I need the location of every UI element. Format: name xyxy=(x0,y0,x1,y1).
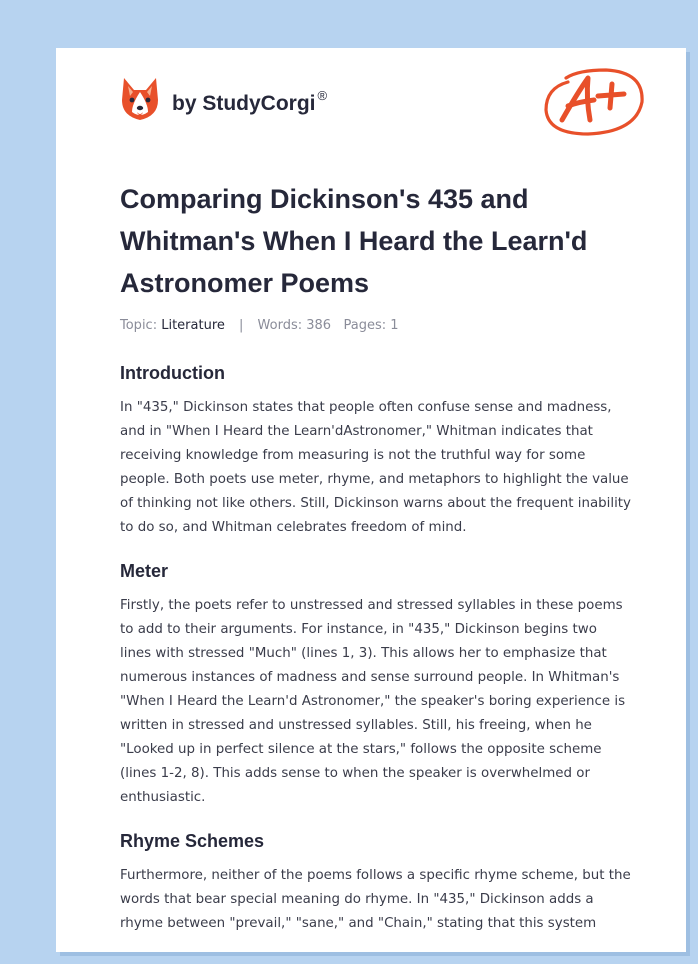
meta-separator: | xyxy=(239,318,244,333)
article xyxy=(120,178,632,936)
brand-name: by StudyCorgi ® xyxy=(172,88,328,115)
section-meter xyxy=(120,558,632,810)
pages-count: 1 xyxy=(390,318,399,333)
section-body: In "435," Dickinson states that people often confuse sense and madness, and in "When I Heard the Learn'dAstronomer," Whitman indicates that receiving knowledge from measuring is not the truthful way for some people. Both poets use meter, rhyme, and metaphors to highlight the value of thinking not like others. Still, Dickinson warns about the frequent inability to do so, and Whitman celebrates freedom of mind. xyxy=(120,400,631,535)
section-body: Firstly, the poets refer to unstressed and stressed syllables in these poems to add to their arguments. For instance, in "435," Dickinson begins two lines with stressed "Much" (lines 1, 3). This allows her to emphasize that numerous instances of madness and sense surround people. In Whitman's "When I Heard the Learn'd Astronomer," the speaker's boring experience is written in stressed and unstressed syllables. Still, his freeing, when he "Looked up in perfect silence at the stars," follows the opposite scheme (lines 1-2, 8). This adds sense to when the speaker is overwhelmed or enthusiastic. xyxy=(120,598,626,805)
document-page xyxy=(56,48,686,952)
topic-link[interactable]: Literature xyxy=(161,318,225,333)
words-count: 386 xyxy=(306,318,332,333)
section-heading: Meter xyxy=(120,561,169,581)
article-meta xyxy=(120,316,632,336)
pages-label: Pages: xyxy=(343,318,387,333)
article-title: Comparing Dickinson's 435 and Whitman's When I Heard the Learn'd Astronomer Poems xyxy=(120,184,588,298)
a-plus-grade-icon xyxy=(538,62,648,146)
header xyxy=(120,76,660,146)
topic-label: Topic: xyxy=(120,318,158,333)
words-label: Words: xyxy=(257,318,303,333)
studycorgi-logo[interactable] xyxy=(120,76,327,122)
section-introduction xyxy=(120,360,632,540)
section-heading: Rhyme Schemes xyxy=(120,831,265,851)
section-heading: Introduction xyxy=(120,363,225,383)
corgi-icon xyxy=(120,76,160,122)
section-rhyme-schemes xyxy=(120,828,632,936)
section-body: Furthermore, neither of the poems follows a specific rhyme scheme, but the words that bear special meaning do rhyme. In "435," Dickinson adds a rhyme between "prevail," "sane," and "Chain," stating that this system xyxy=(120,868,631,931)
